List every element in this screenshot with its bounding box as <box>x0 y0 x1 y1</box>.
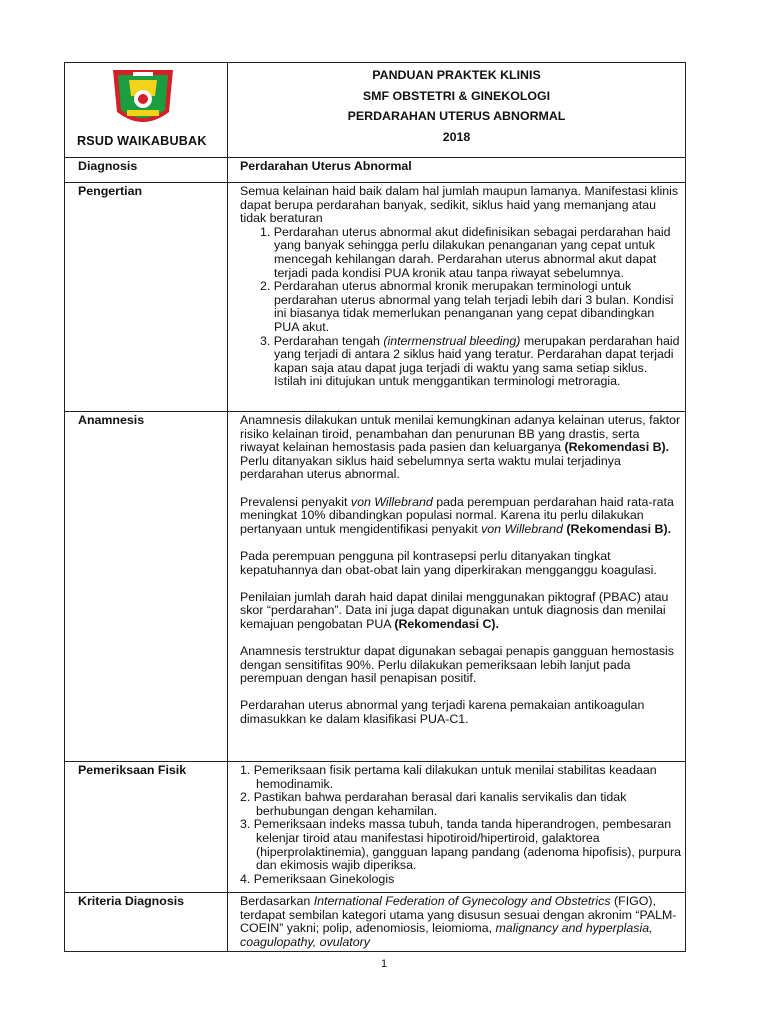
anamnesis-paragraph-5: Anamnesis terstruktur dapat digunakan sebagai penapis gangguan hemostasis dengan sensitifitas 90%. Perlu dilakukan pemeriksaan lebih lanjut pada perempuan dengan hasil penapisan positif. <box>240 644 674 686</box>
anamnesis-paragraph-1: Anamnesis dilakukan untuk menilai kemungkinan adanya kelainan uterus, faktor risiko kelainan tiroid, penambahan dan penurunan BB yang drastis, serta riwayat kelainan hemostasis pada pasien dan keluarganya (Rekomendasi B). Perlu ditanyakan siklus haid sebelumnya serta waktu mulai terjadinya perdarahan uterus abnormal. <box>240 413 681 482</box>
document-title <box>228 63 686 158</box>
list-item: 3. Perdarahan tengah (intermenstrual bleeding) merupakan perdarahan haid yang terjadi di antara 2 siklus haid yang teratur. Perdarahan dapat terjadi kapan saja atau dapat juga terjadi di waktu yang sama setiap siklus. Istilah ini ditujukan untuk menggantikan terminologi metroragia. <box>260 333 680 389</box>
title-line-1: PANDUAN PRAKTEK KLINIS <box>372 68 541 82</box>
title-line-3: PERDARAHAN UTERUS ABNORMAL <box>347 109 566 123</box>
hospital-logo-icon <box>109 66 177 130</box>
anamnesis-label: Anamnesis <box>65 412 228 762</box>
pemeriksaan-fisik-list <box>240 764 681 886</box>
list-item: 3. Pemeriksaan indeks massa tubuh, tanda tanda hiperandrogen, pembesaran kelenjar tiroid atau manifestasi hipotiroid/hipertiroid, galaktorea (hiperprolaktinemia), gangguan lapang pandang (adenoma hipofisis), purpura dan ekimosis wajib diperiksa. <box>240 817 682 873</box>
pemeriksaan-fisik-label: Pemeriksaan Fisik <box>65 762 228 893</box>
list-item: 4. Pemeriksaan Ginekologis <box>240 871 395 886</box>
title-line-2: SMF OBSTETRI & GINEKOLOGI <box>362 88 551 103</box>
header-logo-cell <box>65 63 228 158</box>
pengertian-list <box>240 226 681 389</box>
pengertian-label: Pengertian <box>65 183 228 412</box>
title-line-4: 2018 <box>442 129 471 144</box>
hospital-name: RSUD WAIKABUBAK <box>77 134 207 148</box>
kriteria-diagnosis-label: Kriteria Diagnosis <box>65 893 228 952</box>
list-item: 2. Pastikan bahwa perdarahan berasal dari kanalis servikalis dan tidak berhubungan dengan kehamilan. <box>240 790 627 818</box>
anamnesis-paragraph-2: Prevalensi penyakit von Willebrand pada perempuan perdarahan haid rata-rata meningkat 10% dibandingkan populasi normal. Karena itu perlu dilakukan pertanyaan untuk mengidentifikasi penyakit von Willebrand (Rekomendasi B). <box>240 494 674 536</box>
diagnosis-label: Diagnosis <box>65 158 228 183</box>
pengertian-intro: Semua kelainan haid baik dalam hal jumlah maupun lamanya. Manifestasi klinis dapat berupa perdarahan banyak, sedikit, siklus haid yang memanjang atau tidak beraturan <box>240 184 679 226</box>
diagnosis-value: Perdarahan Uterus Abnormal <box>228 158 686 183</box>
list-item: 1. Pemeriksaan fisik pertama kali dilakukan untuk menilai stabilitas keadaan hemodinamik. <box>240 763 657 791</box>
anamnesis-paragraph-6: Perdarahan uterus abnormal yang terjadi karena pemakaian antikoagulan dimasukkan ke dalam klasifikasi PUA-C1. <box>240 698 645 727</box>
kriteria-diagnosis-content: Berdasarkan International Federation of Gynecology and Obstetrics (FIGO), terdapat sembilan kategori utama yang disusun sesuai dengan akronim “PALM-COEIN” yakni; polip, adenomiosis, leiomioma, malignancy and hyperplasia, coagulopathy, ovulatory <box>228 893 686 952</box>
pemeriksaan-fisik-content <box>228 762 686 893</box>
anamnesis-paragraph-4: Penilaian jumlah darah haid dapat dinilai menggunakan piktograf (PBAC) atau skor “perdarahan”. Data ini juga dapat digunakan untuk diagnosis dan menilai kemajuan pengobatan PUA (Rekomendasi C). <box>240 589 669 631</box>
guideline-table <box>64 62 686 952</box>
list-item: 2. Perdarahan uterus abnormal kronik merupakan terminologi untuk perdarahan uterus abnormal yang telah terjadi lebih dari 3 bulan. Kondisi ini biasanya tidak memerlukan penanganan yang cepat dibandingkan PUA akut. <box>260 279 674 334</box>
list-item: 1. Perdarahan uterus abnormal akut didefinisikan sebagai perdarahan haid yang banyak sehingga perlu dilakukan penanganan yang cepat untuk mencegah kehilangan darah. Perdarahan uterus abnormal akut dapat terjadi pada kondisi PUA kronik atau tanpa riwayat sebelumnya. <box>260 224 671 280</box>
anamnesis-paragraph-3: Pada perempuan pengguna pil kontrasepsi perlu ditanyakan tingkat kepatuhannya dan obat-obat lain yang diperkirakan mengganggu koagulasi. <box>240 548 657 577</box>
page-number: 1 <box>380 958 388 970</box>
anamnesis-content <box>228 412 686 762</box>
pengertian-content <box>228 183 686 412</box>
